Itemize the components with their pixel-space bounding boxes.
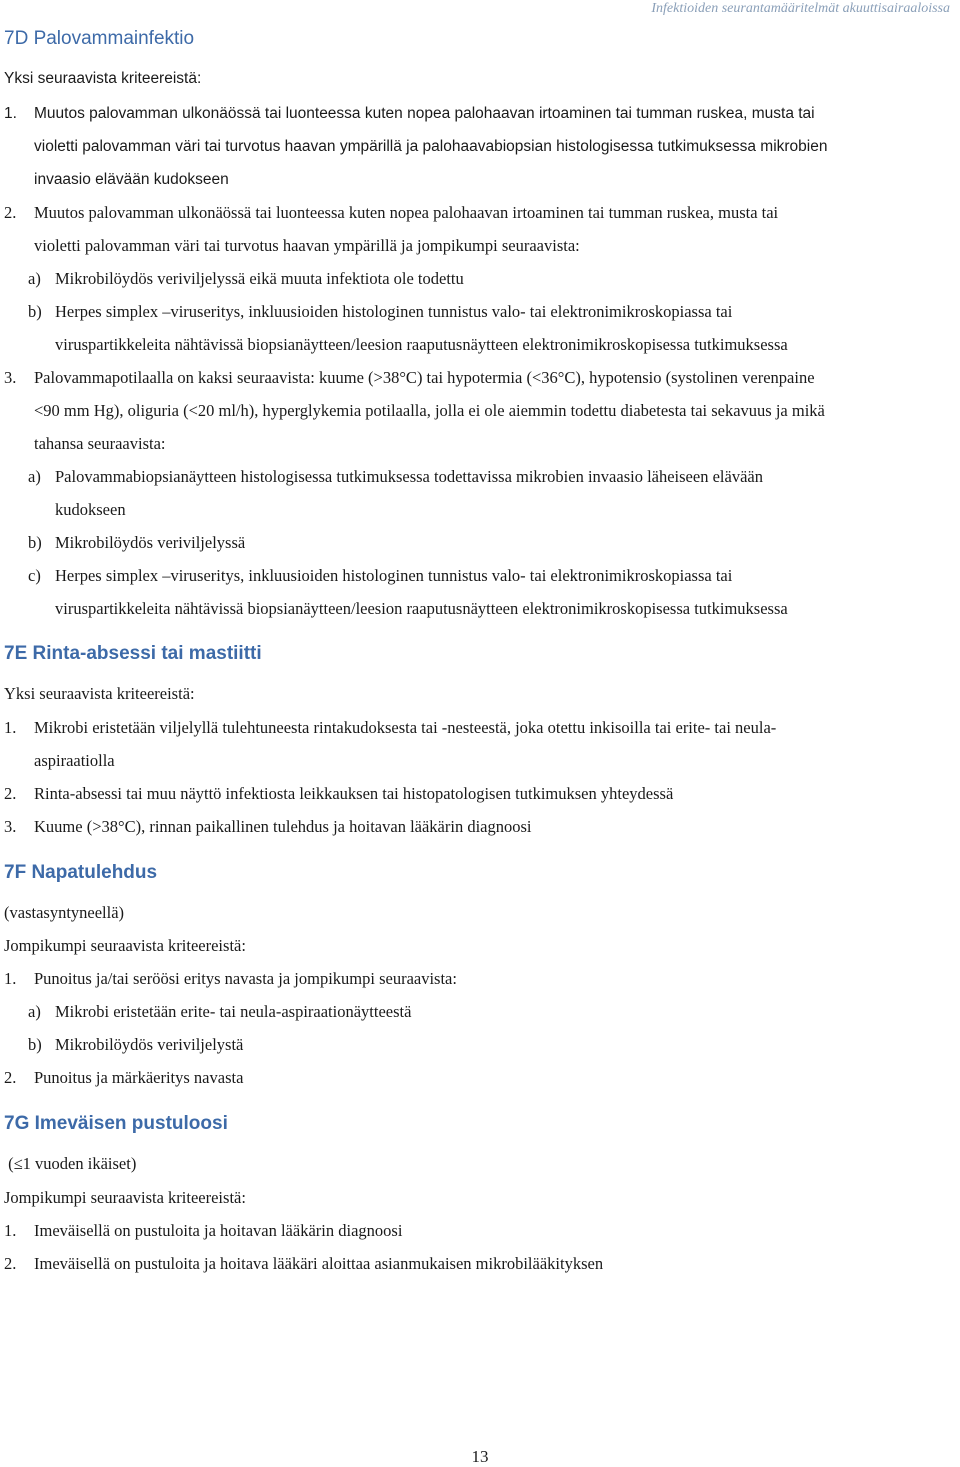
section-7g-note: (≤1 vuoden ikäiset) [4, 1154, 137, 1173]
running-header: Infektioiden seurantamääritelmät akuuttisairaaloissa [651, 1, 950, 16]
section-7e-intro: Yksi seuraavista kriteereistä: [4, 684, 195, 703]
section-7f-intro: Jompikumpi seuraavista kriteereistä: [4, 936, 246, 955]
section-title-7d: 7D Palovammainfektio [4, 28, 195, 49]
page-number: 13 [471, 1447, 489, 1466]
section-7f-note: (vastasyntyneellä) [4, 903, 125, 922]
section-title-7e: 7E Rinta-absessi tai mastiitti [4, 643, 262, 664]
section-title-7f: 7F Napatulehdus [4, 862, 158, 883]
section-title-7g: 7G Imeväisen pustuloosi [4, 1113, 228, 1134]
section-7d-intro: Yksi seuraavista kriteereistä: [4, 70, 202, 87]
section-7g-intro: Jompikumpi seuraavista kriteereistä: [4, 1188, 246, 1207]
